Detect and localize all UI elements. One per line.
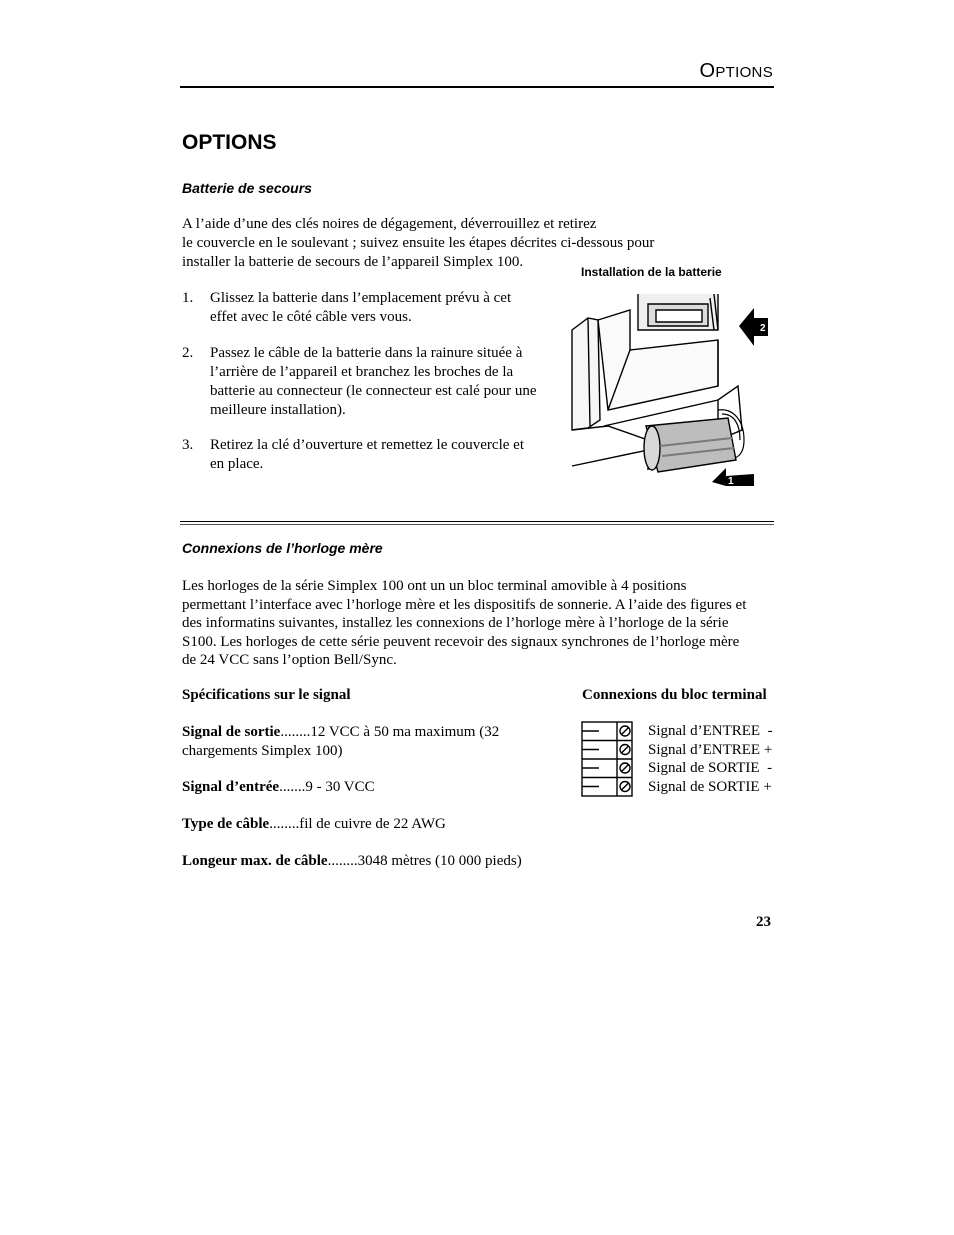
spec-value: ........12 VCC à 50 ma maximum (32 bbox=[280, 724, 500, 740]
battery-intro bbox=[182, 215, 682, 272]
battery-step-2 bbox=[182, 344, 562, 420]
step-line: Retirez la clé d’ouverture et remettez le couvercle et bbox=[210, 437, 524, 453]
paragraph-line: des informatins suivantes, installez les connexions de l’horloge mère à l’horloge de la série bbox=[182, 615, 729, 632]
battery-step-1 bbox=[182, 289, 562, 327]
spec-label: Signal de sortie bbox=[182, 724, 281, 740]
spec-value: chargements Simplex 100) bbox=[182, 743, 343, 759]
battery-subtitle: Batterie de secours bbox=[182, 180, 312, 196]
step-number: 2. bbox=[182, 345, 194, 361]
terminal-label: Signal de SORTIE - bbox=[648, 760, 773, 776]
terminal-heading: Connexions du bloc terminal bbox=[582, 687, 767, 703]
section-divider bbox=[180, 524, 774, 525]
section-title: OPTIONS bbox=[182, 131, 277, 154]
figure-caption: Installation de la batterie bbox=[581, 265, 722, 279]
intro-line: installer la batterie de secours de l’appareil Simplex 100. bbox=[182, 254, 524, 270]
step-line: meilleure installation). bbox=[210, 402, 346, 418]
spec-label: Longeur max. de câble bbox=[182, 853, 328, 869]
step-line: effet avec le côté câble vers vous. bbox=[210, 309, 412, 325]
step-line: Glissez la batterie dans l’emplacement prévu à cet bbox=[210, 290, 512, 306]
spec-output-signal bbox=[182, 723, 542, 761]
terminal-label: Signal d’ENTREE - bbox=[648, 723, 773, 739]
step-line: batterie au connecteur (le connecteur est calé pour une bbox=[210, 383, 537, 399]
page-number: 23 bbox=[756, 914, 771, 930]
paragraph-line: S100. Les horloges de cette série peuvent recevoir des signaux synchrones de l’horloge mère bbox=[182, 633, 740, 650]
master-clock-subtitle: Connexions de l’horloge mère bbox=[182, 540, 383, 556]
specs-heading: Spécifications sur le signal bbox=[182, 687, 351, 703]
step-number: 1. bbox=[182, 290, 194, 306]
spec-input-signal bbox=[182, 778, 542, 797]
intro-line: A l’aide d’une des clés noires de dégagement, déverrouillez et retirez bbox=[182, 216, 597, 232]
step-number: 3. bbox=[182, 437, 194, 453]
battery-installation-illustration bbox=[568, 290, 776, 488]
arrow-2-label: 2 bbox=[760, 323, 766, 334]
paragraph-line: permettant l’interface avec l’horloge mère et les dispositifs de sonnerie. A l’aide des figures et bbox=[182, 596, 747, 613]
running-header bbox=[700, 60, 774, 83]
terminal-label: Signal de SORTIE + bbox=[648, 779, 772, 795]
spec-cable-type bbox=[182, 815, 542, 834]
terminal-block-diagram bbox=[581, 721, 635, 799]
spec-label: Signal d’entrée bbox=[182, 779, 280, 795]
spec-cable-length bbox=[182, 852, 542, 871]
terminal-label: Signal d’ENTREE + bbox=[648, 742, 773, 758]
step-line: Passez le câble de la batterie dans la rainure située à bbox=[210, 345, 523, 361]
paragraph-line: Les horloges de la série Simplex 100 ont un un bloc terminal amovible à 4 positions bbox=[182, 578, 687, 594]
intro-line: le couvercle en le soulevant ; suivez ensuite les étapes décrites ci-dessous pour bbox=[182, 235, 655, 251]
running-header-initial: O bbox=[699, 60, 716, 82]
step-line: en place. bbox=[210, 456, 264, 472]
spec-value: ........3048 mètres (10 000 pieds) bbox=[327, 853, 522, 869]
spec-value: .......9 - 30 VCC bbox=[279, 779, 375, 795]
step-line: l’arrière de l’appareil et branchez les broches de la bbox=[210, 364, 514, 380]
spec-value: ........fil de cuivre de 22 AWG bbox=[269, 816, 446, 832]
paragraph-line: de 24 VCC sans l’option Bell/Sync. bbox=[182, 652, 397, 669]
section-divider bbox=[180, 521, 774, 522]
arrow-1-label: 1 bbox=[728, 476, 734, 487]
master-clock-paragraph bbox=[182, 577, 782, 670]
running-header-rest: PTIONS bbox=[715, 64, 773, 81]
battery-step-3 bbox=[182, 436, 562, 474]
header-rule bbox=[180, 86, 774, 88]
spec-label: Type de câble bbox=[182, 816, 270, 832]
